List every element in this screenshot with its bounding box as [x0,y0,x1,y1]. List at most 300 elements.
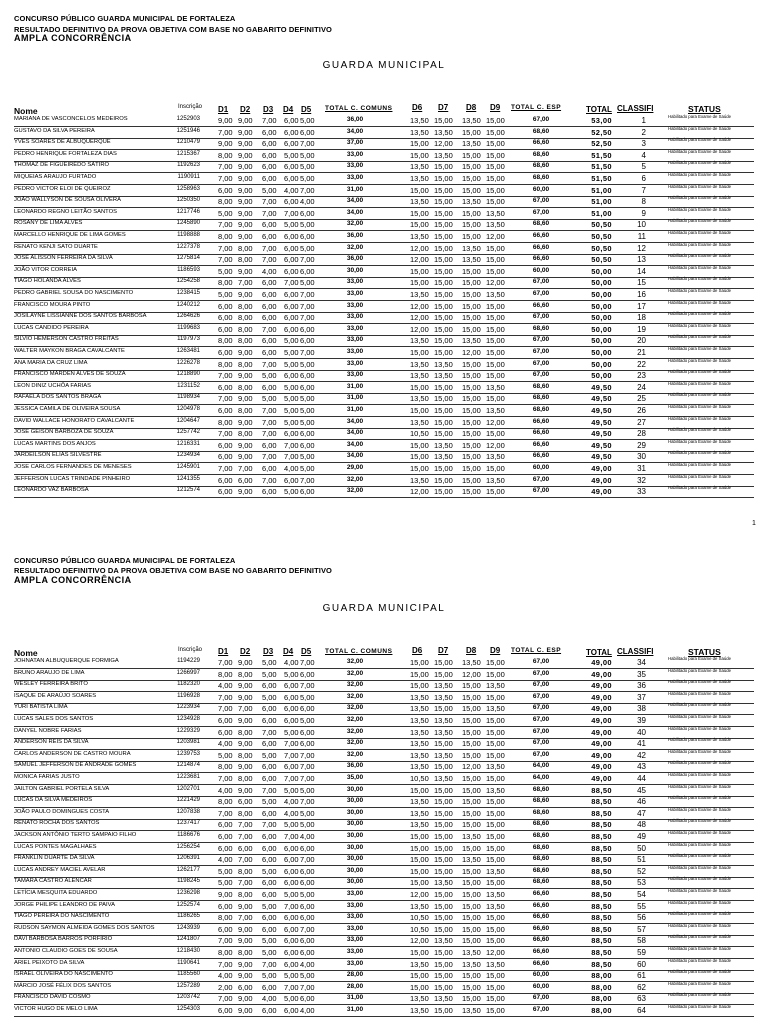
total-esp: 67,00 [532,278,550,286]
score-d5: 5,00 [300,692,315,702]
score-d2: 9,00 [238,116,253,125]
total-comuns: 33,00 [346,913,364,921]
classification: 16 [637,290,646,299]
score-d5: 5,00 [300,150,315,160]
classification: 28 [637,429,646,439]
score-d7: 13,50 [434,750,453,760]
total-score: 49,00 [591,475,612,485]
score-d3: 6,00 [262,843,277,853]
candidate-name: LETÍCIA MESQUITA EDUARDO [14,890,98,896]
score-d9: 15,00 [486,139,505,149]
score-d2: 8,00 [238,808,253,818]
score-d4: 5,00 [284,971,299,981]
inscricao: 1204647 [176,417,200,424]
score-d1: 8,00 [218,150,233,160]
inscricao: 1252574 [176,901,200,908]
inscricao: 1212574 [176,487,200,494]
total-esp: 68,60 [532,324,550,332]
score-d4: 6,00 [284,116,299,125]
score-d9: 15,00 [486,394,505,404]
score-d3: 6,00 [262,832,277,841]
score-d9: 15,00 [486,692,505,702]
score-d6: 13,50 [410,336,429,346]
score-d6: 15,00 [410,971,429,981]
status-text: Habilitado para Exame de Saúde [668,427,732,433]
status-text: Habilitado para Exame de Saúde [668,830,732,835]
classification: 54 [637,890,646,899]
score-d5: 6,00 [300,371,315,381]
score-d1: 4,00 [218,971,233,981]
score-d4: 7,00 [284,982,299,992]
score-d9: 15,00 [486,348,505,357]
score-d3: 7,00 [262,959,277,969]
classification: 39 [637,716,646,725]
score-d2: 9,00 [238,971,253,981]
classification: 17 [637,301,646,311]
score-d8: 15,00 [462,750,481,760]
status-text: Habilitado para Exame de Saúde [668,725,732,731]
total-comuns: 34,00 [346,197,364,205]
status-text: Habilitado para Exame de Saúde [668,922,732,928]
classification: 4 [641,150,646,160]
score-d2: 9,00 [238,417,253,427]
score-d6: 13,50 [410,359,429,369]
classification: 58 [637,936,646,946]
score-d3: 5,00 [262,185,277,195]
status-text: Habilitado para Exame de Saúde [668,806,732,812]
total-esp: 67,00 [532,692,550,700]
status-text: Habilitado para Exame de Saúde [668,980,732,986]
score-d4: 6,00 [284,324,299,334]
candidate-name: JACKSON ANTÔNIO TERTO SAMPAIO FILHO [14,832,137,838]
total-score: 49,00 [591,464,612,473]
candidate-name: RENATO KENJI SATO DUARTE [14,243,98,250]
score-d7: 13,50 [434,452,453,462]
score-d9: 15,00 [486,266,505,276]
score-d8: 15,00 [462,971,481,981]
total-comuns: 31,00 [346,394,364,402]
total-score: 50,50 [591,220,612,230]
score-d6: 13,50 [410,808,429,818]
candidate-name: GUSTAVO DA SILVA PEREIRA [14,127,95,134]
inscricao: 1257742 [176,429,200,436]
classification: 41 [637,739,646,749]
total-comuns: 32,00 [346,727,364,735]
inscricao: 1182320 [177,681,200,688]
score-d8: 15,00 [462,843,481,853]
score-d5: 5,00 [300,116,315,125]
score-d8: 15,00 [462,324,481,334]
inscricao: 1241355 [176,475,200,482]
score-d7: 15,00 [434,174,453,183]
total-score: 88,50 [591,785,612,795]
score-d3: 5,00 [262,936,277,946]
score-d1: 6,00 [218,406,233,415]
score-d2: 9,00 [238,185,253,195]
total-score: 50,50 [591,243,612,253]
classification: 37 [637,692,646,702]
total-esp: 68,60 [532,394,550,402]
total-score: 50,00 [591,324,612,334]
score-d6: 13,50 [410,762,429,772]
total-esp: 60,00 [532,971,550,979]
score-d9: 13,50 [486,452,505,462]
score-d1: 7,00 [218,808,233,818]
col-status: STATUS [688,104,721,114]
candidate-name: SAMUEL JEFFERSON DE ANDRADE GOMES [14,762,137,769]
score-d4: 6,00 [284,681,299,691]
score-d1: 5,00 [218,878,233,888]
score-d1: 6,00 [218,820,233,830]
total-score: 50,50 [591,232,612,241]
score-d1: 8,00 [218,232,233,241]
score-d9: 13,50 [486,785,505,795]
score-d6: 15,00 [410,406,429,415]
candidate-name: MIQUEIAS ARAUJO FURTADO [14,174,97,180]
score-d1: 7,00 [218,429,233,439]
inscricao: 1237417 [176,820,200,827]
score-d2: 9,00 [238,785,253,795]
inscricao: 1221429 [176,797,200,804]
col-d7: D7 [438,103,449,112]
total-score: 52,50 [591,127,612,137]
inscricao: 1231152 [177,382,200,389]
total-esp: 64,00 [532,762,550,770]
score-d7: 15,00 [434,487,453,497]
score-d9: 15,00 [486,359,505,369]
total-score: 50,00 [591,359,612,369]
classification: 47 [637,808,646,818]
score-d5: 7,00 [300,301,315,311]
score-d3: 5,00 [262,901,277,911]
score-d4: 5,00 [284,382,299,392]
col-d6: D6 [412,103,423,112]
score-d9: 13,50 [486,290,505,299]
score-d5: 6,00 [300,382,315,392]
score-d5: 4,00 [300,832,315,841]
total-comuns: 30,00 [346,843,364,851]
score-d2: 9,00 [238,394,253,404]
score-d8: 15,00 [462,359,481,369]
score-d1: 7,00 [218,243,233,253]
score-d6: 13,50 [410,716,429,725]
inscricao: 1275814 [176,255,200,262]
inscricao: 1243939 [176,924,200,931]
score-d4: 5,00 [284,785,299,795]
score-d1: 9,00 [218,139,233,149]
score-d4: 6,00 [284,243,299,253]
col-d1: D1 [218,647,229,656]
inscricao: 1227378 [176,243,200,250]
inscricao: 1194229 [177,658,200,664]
total-comuns: 30,00 [346,266,364,274]
score-d2: 9,00 [238,901,253,911]
score-d7: 15,00 [434,475,453,485]
candidate-name: SILVIO HEMERSON CASTRO FREITAS [14,336,119,343]
total-comuns: 32,00 [346,487,364,495]
score-d3: 5,00 [262,669,277,679]
score-d8: 15,00 [462,808,481,818]
score-d7: 15,00 [434,464,453,473]
total-esp: 67,00 [532,681,550,689]
inscricao: 1223681 [176,774,200,780]
score-d3: 6,00 [262,487,277,497]
score-d8: 15,00 [462,890,481,899]
header-line-2: RESULTADO DEFINITIVO DA PROVA OBJETIVA COM BASE NO GABARITO DEFINITIVO [14,566,332,575]
score-d2: 9,00 [238,924,253,934]
total-esp: 67,00 [532,750,550,758]
total-comuns: 31,00 [346,994,364,1002]
total-comuns: 28,00 [346,971,364,979]
inscricao: 1218890 [176,371,200,378]
total-score: 51,50 [591,162,612,172]
score-d9: 13,50 [486,890,505,899]
total-esp: 68,60 [532,382,550,390]
candidate-name: DANYEL NOBRE FARIAS [14,727,82,734]
score-d2: 9,00 [238,150,253,160]
score-d5: 6,00 [300,266,315,276]
score-d6: 15,00 [410,382,429,392]
status-text: Habilitado para Exame de Saúde [668,714,732,719]
score-d2: 9,00 [238,197,253,207]
score-d7: 15,00 [434,382,453,392]
total-esp: 66,60 [532,913,550,921]
score-d9: 15,00 [486,197,505,207]
col-classif: CLASSIFI [617,104,654,113]
score-d9: 15,00 [486,324,505,334]
total-comuns: 33,00 [346,359,364,367]
status-text: Habilitado para Exame de Saúde [668,195,732,201]
score-d4: 6,00 [284,313,299,323]
total-esp: 68,60 [532,878,550,886]
classification: 32 [637,475,646,485]
score-d3: 4,00 [262,266,277,276]
score-d5: 4,00 [300,197,315,207]
total-esp: 68,60 [532,866,550,874]
score-d4: 6,00 [284,878,299,888]
score-d2: 9,00 [238,348,253,357]
candidate-name: MARIANA DE VASCONCELOS MEDEIROS [14,116,128,122]
score-d1: 6,00 [218,440,233,450]
inscricao: 1245890 [176,220,200,227]
total-score: 49,00 [591,716,612,725]
score-d8: 15,00 [462,174,481,183]
score-d5: 5,00 [300,785,315,795]
score-d1: 7,00 [218,658,233,667]
total-score: 49,00 [591,487,612,497]
status-text: Habilitado para Exame de Saúde [668,253,732,259]
score-d3: 6,00 [262,290,277,299]
score-d6: 13,50 [410,750,429,760]
score-d7: 15,00 [434,982,453,992]
page-title: GUARDA MUNICIPAL [322,60,446,71]
score-d6: 12,00 [410,936,429,946]
status-text: Habilitado para Exame de Saúde [668,450,732,456]
score-d8: 15,00 [462,440,481,450]
score-d9: 15,00 [486,913,505,923]
classification: 45 [637,785,646,795]
score-d4: 6,00 [284,762,299,772]
total-esp: 66,60 [532,452,550,460]
inscricao: 1215367 [176,150,200,157]
candidate-name: JOÃO WALLYSON DE SOUSA OLIVERA [14,197,121,204]
score-d9: 13,50 [486,406,505,415]
score-d7: 15,00 [434,948,453,957]
score-d9: 15,00 [486,371,505,381]
total-score: 50,00 [591,278,612,288]
score-d5: 7,00 [300,313,315,323]
total-comuns: 30,00 [346,808,364,816]
inscricao: 1258963 [176,185,200,192]
score-d5: 7,00 [300,255,315,265]
score-d5: 5,00 [300,820,315,830]
candidate-name: JOSE GEISON BARBOZA DE SOUZA [14,429,114,436]
header-line-1: CONCURSO PÚBLICO GUARDA MUNICIPAL DE FORTALEZA [14,556,236,565]
candidate-name: ARIEL PEIXOTO DA SILVA [14,959,85,966]
inscricao: 1254303 [176,1006,200,1012]
inscricao: 1263481 [176,348,200,354]
score-d1: 6,00 [218,324,233,334]
score-d2: 6,00 [238,475,253,485]
total-esp: 66,60 [532,139,550,147]
score-d1: 7,00 [218,959,233,969]
score-d3: 4,00 [262,994,277,1004]
classification: 51 [637,855,646,865]
classification: 12 [637,243,646,253]
status-text: Habilitado para Exame de Saúde [668,992,732,998]
total-comuns: 33,00 [346,901,364,909]
total-score: 88,50 [591,901,612,911]
status-text: Habilitado para Exame de Saúde [668,957,732,963]
score-d5: 7,00 [300,750,315,760]
total-score: 88,50 [591,913,612,923]
score-d7: 12,00 [434,139,453,149]
classification: 57 [637,924,646,934]
score-d1: 7,00 [218,704,233,714]
total-score: 50,00 [591,266,612,276]
status-text: Habilitado para Exame de Saúde [668,737,732,743]
total-comuns: 33,00 [346,936,364,944]
total-esp: 67,00 [532,348,550,355]
score-d8: 15,00 [462,924,481,934]
score-d4: 6,00 [284,948,299,957]
total-esp: 67,00 [532,658,550,665]
total-score: 49,00 [591,739,612,749]
score-d2: 8,00 [238,890,253,899]
score-d6: 13,50 [410,475,429,485]
classification: 3 [641,139,646,149]
candidate-name: LEONARDO REGNO LEITÃO SANTOS [14,208,117,215]
score-d6: 13,50 [410,127,429,137]
total-comuns: 33,00 [346,162,364,170]
score-d1: 5,00 [218,866,233,876]
score-d9: 15,00 [486,185,505,195]
score-d1: 8,00 [218,417,233,427]
status-text: Habilitado para Exame de Saúde [668,772,732,777]
candidate-name: LUCAS DA SILVA MEDEIROS [14,797,93,804]
score-d4: 5,00 [284,406,299,415]
total-esp: 67,00 [532,336,550,344]
score-d6: 15,00 [410,452,429,462]
total-score: 52,50 [591,139,612,149]
score-d9: 13,50 [486,704,505,714]
score-d9: 13,50 [486,382,505,392]
total-comuns: 34,00 [346,127,364,135]
classification: 11 [637,232,646,241]
score-d1: 4,00 [218,785,233,795]
score-d2: 8,00 [238,727,253,737]
total-score: 88,50 [591,924,612,934]
score-d7: 13,50 [434,994,453,1004]
total-comuns: 33,00 [346,924,364,932]
inscricao: 1241807 [176,936,200,943]
candidate-name: JESSICA CAMILA DE OLIVEIRA SOUSA [14,406,121,412]
candidate-name: MÁRCIO JOSÉ FÉLIX DOS SANTOS [14,982,112,989]
classification: 14 [637,266,646,276]
inscricao: 1234928 [176,716,200,722]
score-d5: 6,00 [300,901,315,911]
score-d6: 13,50 [410,290,429,299]
score-d7: 15,00 [434,266,453,276]
score-d7: 15,00 [434,890,453,899]
score-d9: 12,00 [486,417,505,427]
score-d3: 7,00 [262,359,277,369]
score-d3: 5,00 [262,948,277,957]
score-d9: 15,00 [486,878,505,888]
score-d7: 15,00 [434,417,453,427]
total-comuns: 33,00 [346,278,364,286]
score-d9: 15,00 [486,243,505,253]
score-d4: 6,00 [284,197,299,207]
score-d6: 12,00 [410,301,429,311]
score-d4: 6,00 [284,475,299,485]
score-d9: 15,00 [486,162,505,172]
score-d2: 7,00 [238,878,253,888]
score-d2: 9,00 [238,232,253,241]
score-d3: 7,00 [262,475,277,485]
status-text: Habilitado para Exame de Saúde [668,911,732,917]
score-d5: 6,00 [300,727,315,737]
score-d4: 6,00 [284,924,299,934]
total-score: 88,00 [591,1006,612,1015]
status-text: Habilitado para Exame de Saúde [668,876,732,882]
score-d7: 15,00 [434,820,453,830]
score-d8: 15,00 [462,936,481,946]
total-esp: 67,00 [532,716,550,723]
score-d9: 12,00 [486,440,505,450]
col-nome: Nome [14,648,38,658]
classification: 10 [637,220,646,230]
score-d7: 15,00 [434,162,453,172]
score-d3: 6,00 [262,174,277,183]
score-d4: 5,00 [284,220,299,230]
candidate-name: LUCAS SALES DOS SANTOS [14,716,94,722]
score-d4: 6,00 [284,127,299,137]
score-d3: 7,00 [262,417,277,427]
total-esp: 67,00 [532,487,550,495]
status-text: Habilitado para Exame de Saúde [668,702,732,708]
score-d3: 6,00 [262,127,277,137]
status-text: Habilitado para Exame de Saúde [668,183,732,189]
score-d2: 6,00 [238,797,253,807]
score-d3: 6,00 [262,150,277,160]
total-esp: 66,60 [532,890,550,897]
classification: 27 [637,417,646,427]
candidate-name: WESLEY FERREIRA BRITO [14,681,88,688]
score-d1: 6,00 [218,924,233,934]
score-d8: 15,00 [462,774,481,783]
score-d6: 15,00 [410,681,429,691]
